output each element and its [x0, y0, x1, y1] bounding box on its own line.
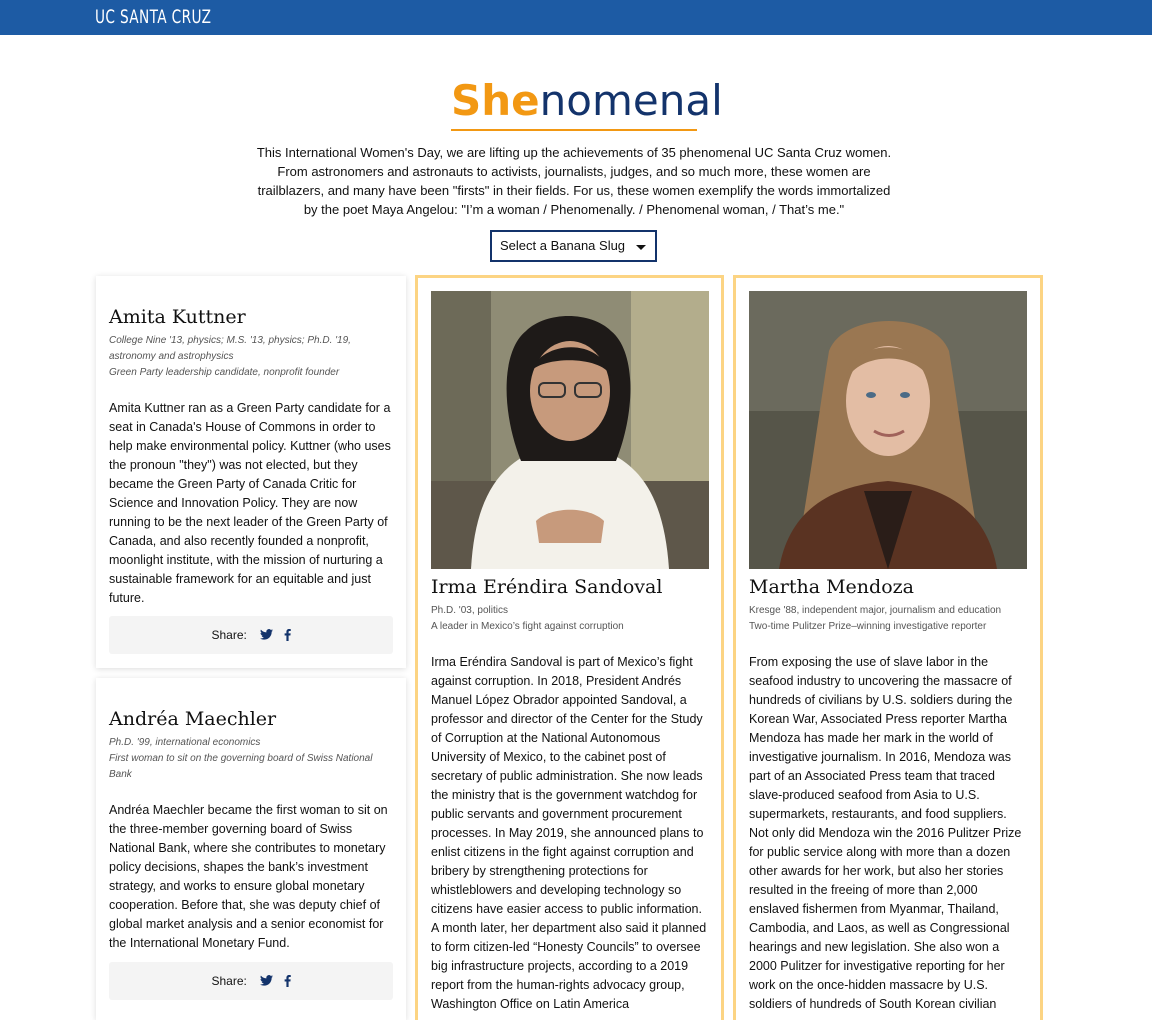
intro-text: This International Women's Day, we are lifting up the achievements of 35 phenomenal UC Santa Cruz women. From astronomers and astronauts to activists, journalists, judges, and so much more, these women are trailblazers, and many have been "firsts" in their fields. For us, these women exemplify the words immortalized by the poet Maya Angelou: "I’m a woman / Phenomenally. / Phenomenal woman, / That’s me.": [256, 145, 892, 217]
profile-degree: Ph.D. '99, international economics: [109, 737, 261, 748]
banana-slug-select[interactable]: [490, 230, 657, 262]
twitter-icon[interactable]: [260, 963, 273, 1001]
page-title: [451, 76, 723, 131]
profile-name: Martha Mendoza: [749, 576, 914, 598]
profile-role: First woman to sit on the governing board of Swiss National Bank: [109, 753, 373, 780]
profile-bio: Amita Kuttner ran as a Green Party candidate for a seat in Canada's House of Commons in order to help make environmental policy. Kuttner (who uses the pronoun "they") was not elected, but they became the Green Party of Canada Critic for Science and Innovation Policy. They are now running to be the next leader of the Green Party of Canada, and also recently founded a nonprofit, moonlight institute, with the mission of nurturing a sustainable framework for an equitable and just future.: [109, 401, 391, 605]
share-bar: [109, 616, 393, 654]
profile-card-martha-mendoza: [733, 275, 1043, 1020]
profile-role: A leader in Mexico’s fight against corruption: [431, 621, 624, 632]
title-she: She: [451, 76, 540, 125]
profile-bio: Irma Eréndira Sandoval is part of Mexico’s fight against corruption. In 2018, President Andrés Manuel López Obrador appointed Sandoval, a professor and director of the Center for the Study of Corruption at the National Autonomous University of Mexico, to the cabinet post of secretary of public administration. She now leads the ministry that is the government watchdog for public servants and government procurement processes. In May 2019, she announced plans to enlist citizens in the fight against corruption and bribery by strengthening protections for whistleblowers and developing technology so citizens have easier access to public information. A month later, her department also said it planned to form citizen-led “Honesty Councils” to oversee big infrastructure projects, according to a 2019 report from the human-rights advocacy group, Washington Office on Latin America: [431, 655, 707, 1011]
profile-photo: [431, 291, 709, 569]
profile-name: Amita Kuttner: [109, 306, 246, 328]
profile-role: Green Party leadership candidate, nonprofit founder: [109, 367, 340, 378]
share-label: Share:: [211, 974, 247, 988]
profile-card-andrea-maechler: [96, 678, 406, 1020]
profile-degree: Kresge '88, independent major, journalism and education: [749, 605, 1002, 616]
share-label: Share:: [211, 628, 247, 642]
profile-card-amita-kuttner: [96, 276, 406, 668]
profile-card-irma-sandoval: [415, 275, 724, 1020]
facebook-icon[interactable]: [284, 629, 291, 644]
ucsc-logo[interactable]: UC SANTA CRUZ: [95, 6, 212, 28]
profile-bio: From exposing the use of slave labor in the seafood industry to uncovering the massacre of hundreds of civilians by U.S. soldiers during the Korean War, Associated Press reporter Martha Mendoza has made her mark in the world of investigative journalism. In 2016, Mendoza was part of an Associated Press team that traced slave-produced seafood from Asia to U.S. supermarkets, restaurants, and food suppliers. Not only did Mendoza win the 2016 Pulitzer Prize for public service along with more than a dozen other awards for her work, but also her stories resulted in the freeing of more than 2,000 enslaved fishermen from Myanmar, Thailand, Cambodia, and Laos, as well as Congressional hearings and new legislation. She also won a 2000 Pulitzer for investigative reporting for her work on the once-hidden massacre by U.S. soldiers of hundreds of South Korean civilian: [749, 655, 1022, 1011]
chevron-down-icon: [636, 245, 646, 250]
title-rest: nomenal: [539, 76, 723, 125]
share-bar: [109, 962, 393, 1000]
select-label: Select a Banana Slug: [500, 238, 626, 253]
profile-name: Andréa Maechler: [109, 708, 277, 730]
profile-role: Two-time Pulitzer Prize–winning investigative reporter: [749, 621, 987, 632]
profile-bio: Andréa Maechler became the first woman to sit on the three-member governing board of Swiss National Bank, where she contributes to monetary policy decisions, shapes the bank’s investment strategy, and works to ensure global monetary cooperation. Before that, she was deputy chief of global market analysis and a senior economist for the International Monetary Fund.: [109, 803, 388, 950]
site-header: [0, 0, 1152, 35]
profile-degree: Ph.D. '03, politics: [431, 605, 508, 616]
twitter-icon[interactable]: [260, 617, 273, 655]
profile-photo: [749, 291, 1027, 569]
profile-name: Irma Eréndira Sandoval: [431, 576, 663, 598]
facebook-icon[interactable]: [284, 975, 291, 990]
profile-degree: College Nine '13, physics; M.S. '13, physics; Ph.D. '19, astronomy and astrophysics: [109, 335, 351, 362]
